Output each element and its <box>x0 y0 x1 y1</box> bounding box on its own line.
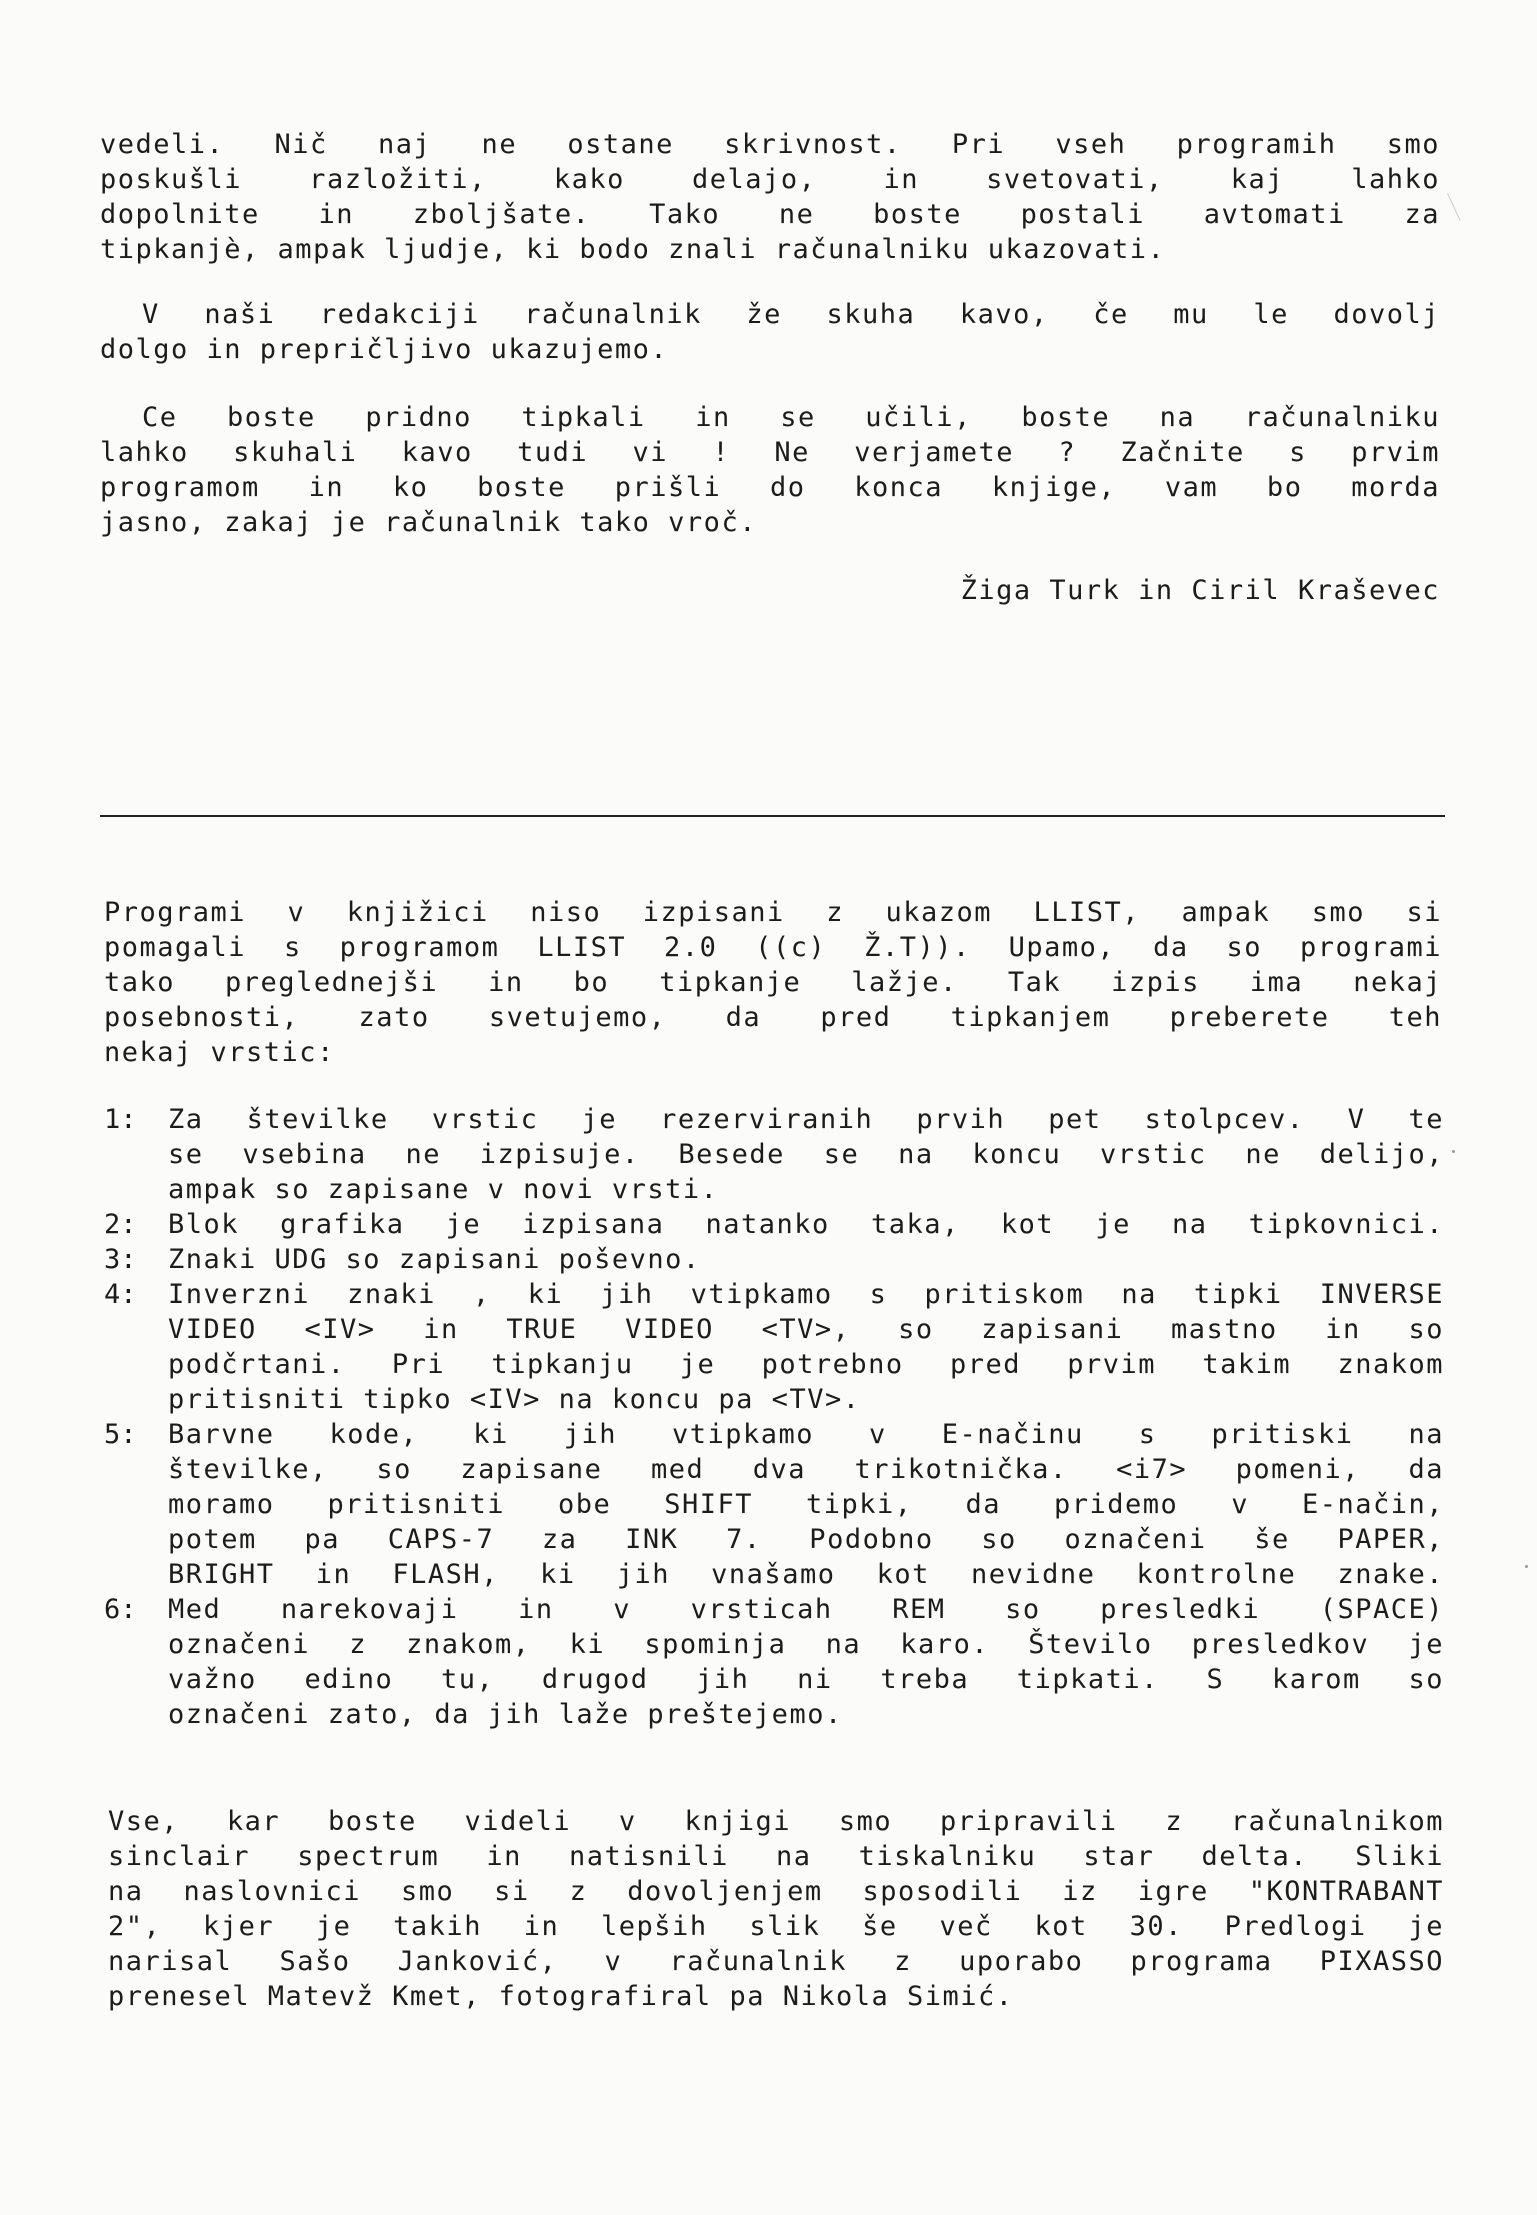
text-line: sinclair spectrum in natisnili na tiskalniku star delta. Sliki <box>108 1841 1444 1872</box>
list-item-number: 6: <box>104 1594 137 1625</box>
list-item-line: Blok grafika je izpisana natanko taka, kot je na tipkovnici. <box>168 1209 1444 1240</box>
list-item-number: 4: <box>104 1279 137 1310</box>
signature: Žiga Turk in Ciril Kraševec <box>960 575 1440 606</box>
list-item-line: Barvne kode, ki jih vtipkamo v E-načinu s pritiski na <box>168 1419 1444 1450</box>
list-item-number: 1: <box>104 1104 137 1135</box>
list-item-number: 5: <box>104 1419 137 1450</box>
list-item-line: pritisniti tipko <IV> na koncu pa <TV>. <box>168 1384 861 1415</box>
list-item-number: 3: <box>104 1244 137 1275</box>
text-line: dopolnite in zboljšate. Tako ne boste postali avtomati za <box>100 199 1440 230</box>
text-line: lahko skuhali kavo tudi vi ! Ne verjamete ? Začnite s prvim <box>100 437 1440 468</box>
text-line: tako preglednejši in bo tipkanje lažje. Tak izpis ima nekaj <box>104 967 1442 998</box>
text-line: jasno, zakaj je računalnik tako vroč. <box>100 507 757 538</box>
text-line: vedeli. Nič naj ne ostane skrivnost. Pri vseh programih smo <box>100 129 1440 160</box>
text-line: V naši redakciji računalnik že skuha kavo, če mu le dovolj <box>142 299 1440 330</box>
list-item-line: označeni z znakom, ki spominja na karo. Število presledkov je <box>168 1629 1444 1660</box>
horizontal-divider <box>100 815 1445 817</box>
list-item-line: ampak so zapisane v novi vrsti. <box>168 1174 719 1205</box>
list-item-line: Znaki UDG so zapisani poševno. <box>168 1244 701 1275</box>
list-item-line: se vsebina ne izpisuje. Besede se na koncu vrstic ne delijo, <box>168 1139 1444 1170</box>
list-item-line: potem pa CAPS-7 za INK 7. Podobno so označeni še PAPER, <box>168 1524 1444 1555</box>
scan-speck <box>1525 1565 1528 1568</box>
text-line: Vse, kar boste videli v knjigi smo pripravili z računalnikom <box>108 1806 1444 1837</box>
text-line: prenesel Matevž Kmet, fotografiral pa Nikola Simić. <box>108 1981 1014 2012</box>
list-item-number: 2: <box>104 1209 137 1240</box>
text-line: 2", kjer je takih in lepših slik še več kot 30. Predlogi je <box>108 1911 1444 1942</box>
list-item-line: številke, so zapisane med dva trikotnička. <i7> pomeni, da <box>168 1454 1444 1485</box>
text-line: Ce boste pridno tipkali in se učili, boste na računalniku <box>142 402 1440 433</box>
text-line: na naslovnici smo si z dovoljenjem sposodili iz igre "KONTRABANT <box>108 1876 1444 1907</box>
scan-speck <box>1452 1150 1455 1153</box>
text-line: dolgo in prepričljivo ukazujemo. <box>100 334 669 365</box>
list-item-line: Med narekovaji in v vrsticah REM so presledki (SPACE) <box>168 1594 1444 1625</box>
list-item-line: označeni zato, da jih laže preštejemo. <box>168 1699 843 1730</box>
text-line: pomagali s programom LLIST 2.0 ((c) Ž.T)). Upamo, da so programi <box>104 932 1442 963</box>
text-line: posebnosti, zato svetujemo, da pred tipkanjem preberete teh <box>104 1002 1442 1033</box>
list-item-line: Inverzni znaki , ki jih vtipkamo s pritiskom na tipki INVERSE <box>168 1279 1444 1310</box>
text-line: tipkanjè, ampak ljudje, ki bodo znali računalniku ukazovati. <box>100 234 1166 265</box>
list-item-line: BRIGHT in FLASH, ki jih vnašamo kot nevidne kontrolne znake. <box>168 1559 1444 1590</box>
list-item-line: važno edino tu, drugod jih ni treba tipkati. S karom so <box>168 1664 1444 1695</box>
list-item-line: VIDEO <IV> in TRUE VIDEO <TV>, so zapisani mastno in so <box>168 1314 1444 1345</box>
text-line: Programi v knjižici niso izpisani z ukazom LLIST, ampak smo si <box>104 897 1442 928</box>
text-line: narisal Sašo Janković, v računalnik z uporabo programa PIXASSO <box>108 1946 1444 1977</box>
list-item-line: moramo pritisniti obe SHIFT tipki, da pridemo v E-način, <box>168 1489 1444 1520</box>
text-line: nekaj vrstic: <box>104 1037 335 1068</box>
text-line: poskušli razložiti, kako delajo, in svetovati, kaj lahko <box>100 164 1440 195</box>
text-line: programom in ko boste prišli do konca knjige, vam bo morda <box>100 472 1440 503</box>
list-item-line: podčrtani. Pri tipkanju je potrebno pred prvim takim znakom <box>168 1349 1444 1380</box>
list-item-line: Za številke vrstic je rezerviranih prvih pet stolpcev. V te <box>168 1104 1444 1135</box>
